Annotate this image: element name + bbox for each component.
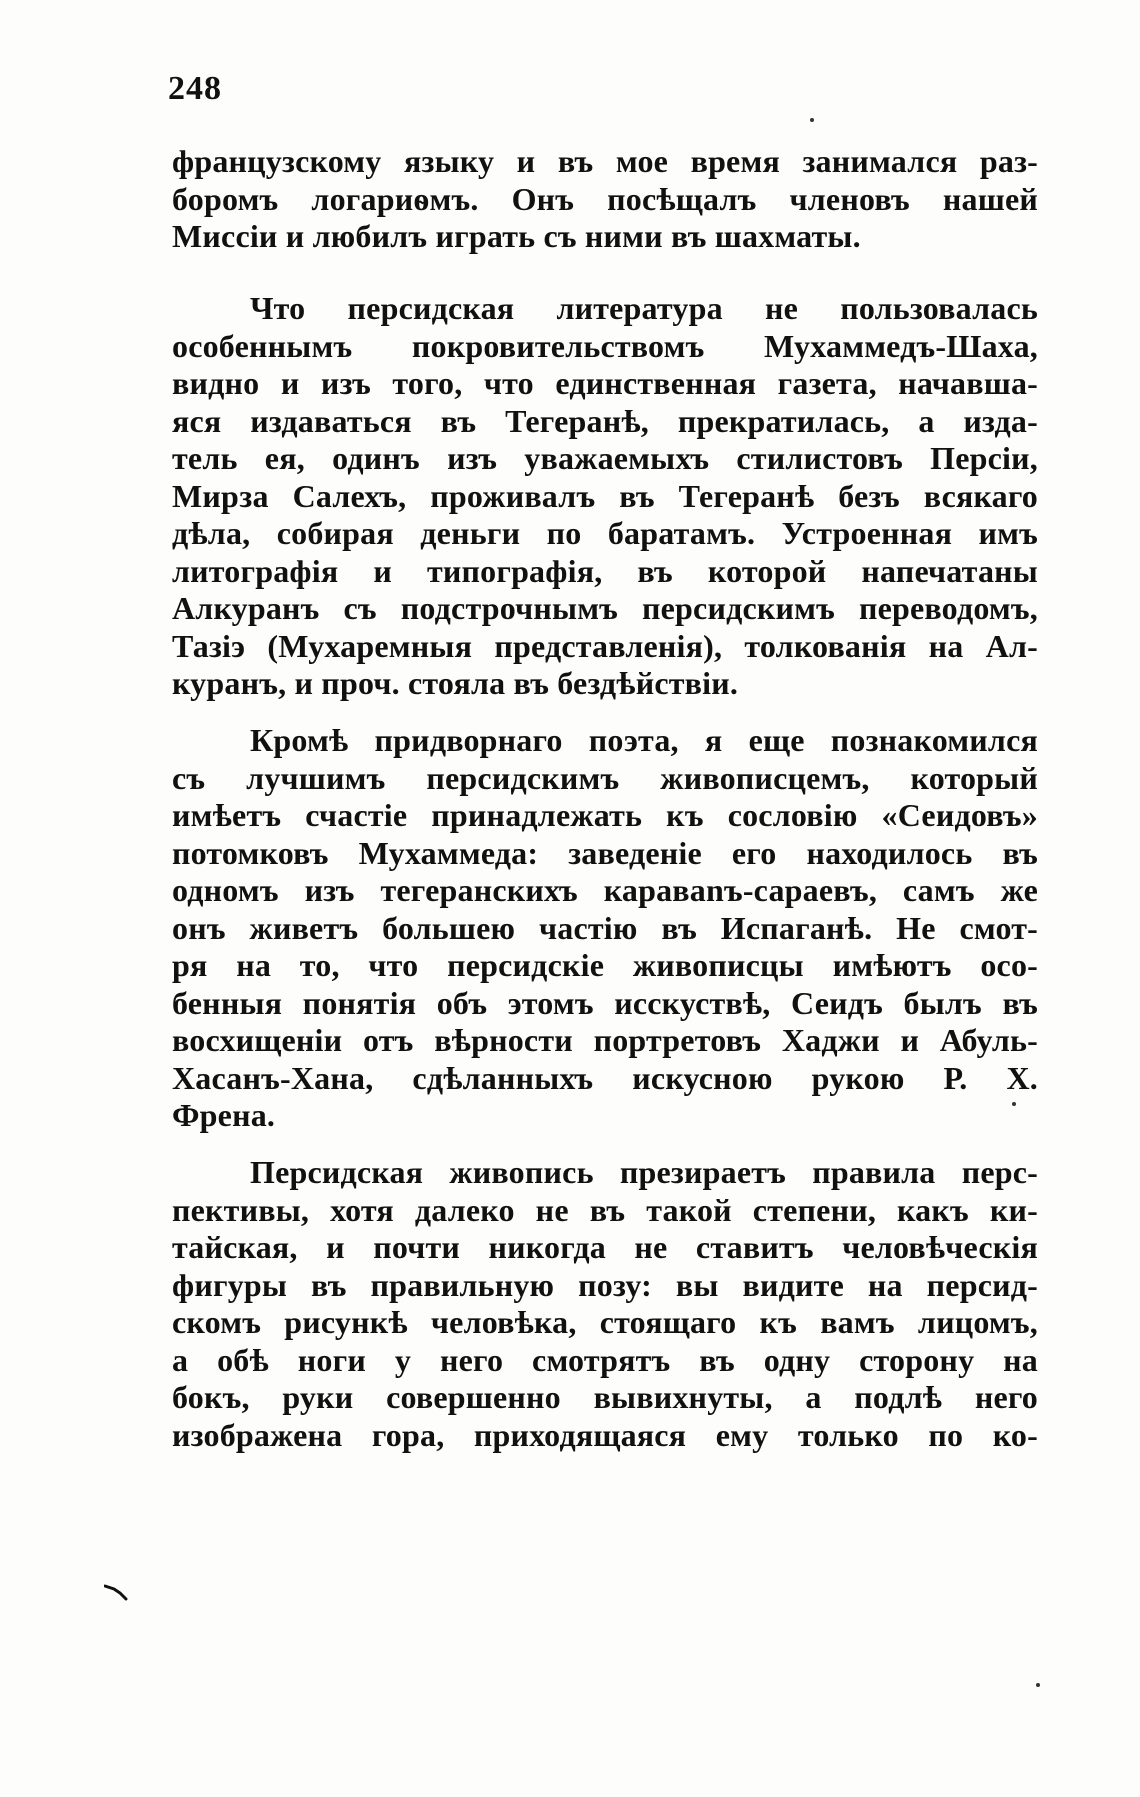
text-line: Миссіи и любилъ играть съ ними въ шахматы. (172, 218, 861, 254)
text-line: ря на то, что персидскіе живописцы имѣютъ осо- (172, 947, 1038, 983)
paragraph (172, 290, 1038, 703)
text-line: бокъ, руки совершенно вывихнуты, а подлѣ него (172, 1379, 1038, 1415)
text-line: Что персидская литература не пользовалась (250, 290, 1038, 326)
text-line: яся издаваться въ Тегеранѣ, прекратилась, а изда- (172, 402, 1038, 439)
text-line: а обѣ ноги у него смотрятъ въ одну сторону на (172, 1341, 1038, 1378)
text-line: особеннымъ покровительствомъ Мухаммедъ-Шаха, (172, 327, 1038, 364)
text-line: Кромѣ придворнаго поэта, я еще познакомился (250, 722, 1038, 758)
text-line: тель ея, одинъ изъ уважаемыхъ стилистовъ Персіи, (172, 440, 1038, 476)
text-line: скомъ рисункѣ человѣка, стоящаго къ вамъ лицомъ, (172, 1304, 1038, 1340)
text-line: Тазіэ (Мухаремныя представленія), толкованія на Ал- (172, 627, 1038, 664)
text-line: Хасанъ-Хана, сдѣланныхъ искусною рукою Р. Х. (172, 1059, 1038, 1096)
scan-speck (1012, 1102, 1016, 1106)
text-line: изображена гора, приходящаяся ему только по ко- (172, 1416, 1038, 1453)
text-line: Мирза Салехъ, проживалъ въ Тегеранѣ безъ всякаго (172, 477, 1038, 514)
text-line: тайская, и почти никогда не ставитъ человѣческія (172, 1229, 1038, 1265)
text-line: дѣла, собирая деньги по баратамъ. Устроенная имъ (172, 515, 1038, 551)
text-line: Алкуранъ съ подстрочнымъ персидскимъ переводомъ, (172, 590, 1038, 626)
text-line: восхищеніи отъ вѣрности портретовъ Хаджи и Абуль- (172, 1022, 1038, 1058)
text-line: боромъ логариѳмъ. Онъ посѣщалъ членовъ нашей (172, 180, 1038, 217)
text-line: литографія и типографія, въ которой напечатаны (172, 552, 1038, 589)
scan-speck (810, 118, 814, 122)
page-number: 248 (168, 70, 222, 107)
text-line: Френа. (172, 1097, 276, 1133)
text-line: фигуры въ правильную позу: вы видите на персид- (172, 1266, 1038, 1303)
ink-smudge (104, 1583, 128, 1601)
scan-speck (1036, 1683, 1040, 1687)
text-line: видно и изъ того, что единственная газета, начавша- (172, 365, 1038, 401)
paragraph (172, 722, 1038, 1135)
text-line: бенныя понятія объ этомъ исскуствѣ, Сеидъ былъ въ (172, 984, 1038, 1021)
text-line: французскому языку и въ мое время занимался раз- (172, 143, 1038, 179)
text-line: съ лучшимъ персидскимъ живописцемъ, который (172, 759, 1038, 796)
text-line: потомковъ Мухаммеда: заведеніе его находилось въ (172, 834, 1038, 871)
text-line: Персидская живопись презираетъ правила перс- (250, 1154, 1038, 1190)
text-line: куранъ, и проч. стояла въ бездѣйствіи. (172, 665, 739, 701)
text-line: пективы, хотя далеко не въ такой степени, какъ ки- (172, 1191, 1038, 1228)
paragraph (172, 1154, 1038, 1454)
paragraph (172, 143, 1038, 256)
text-line: одномъ изъ тегеранскихъ каравanъ-сараевъ, самъ же (172, 872, 1038, 908)
text-line: онъ живетъ большею частію въ Испаганѣ. Не смот- (172, 909, 1038, 946)
text-line: имѣетъ счастіе принадлежать къ сословію «Сеидовъ» (172, 797, 1038, 833)
